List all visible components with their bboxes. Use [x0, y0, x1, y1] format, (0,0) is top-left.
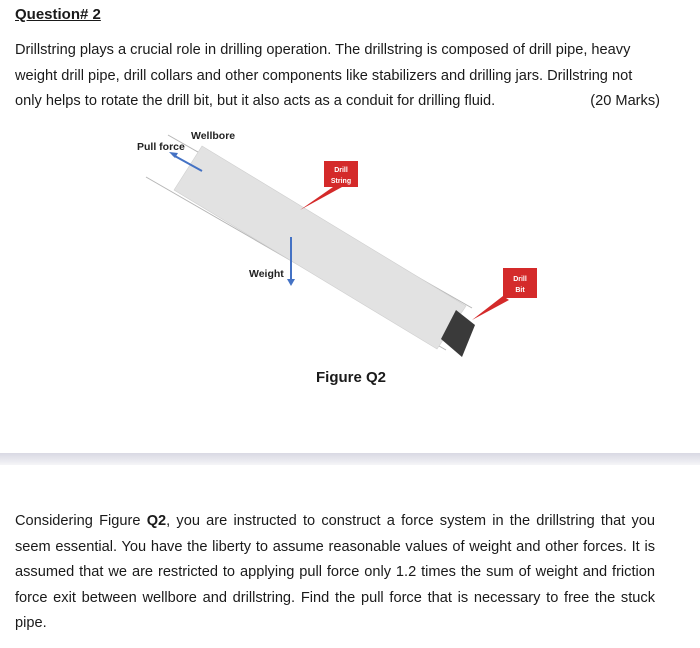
pull-force-label: Pull force — [137, 141, 185, 153]
figure-q2 — [0, 120, 700, 370]
section-divider — [0, 453, 700, 465]
task-text — [15, 509, 655, 637]
drill-bit-callout-line1: Drill — [513, 276, 527, 283]
intro-text: Drillstring plays a crucial role in drilling operation. The drillstring is composed of drill pipe, heavy weight drill pipe, drill collars and other components like stabilizers and drilling jars. Drillstring not only helps to rotate the drill bit, but it also acts as a conduit for drilling fluid. — [15, 42, 633, 109]
figure-caption: Figure Q2 — [316, 369, 387, 386]
weight-arrowhead — [287, 279, 295, 286]
weight-label: Weight — [249, 268, 284, 280]
drill-bit-callout-line2: Bit — [515, 287, 525, 294]
task-text-start: Considering Figure — [15, 513, 147, 529]
question-title: Question# 2 — [15, 6, 101, 23]
drill-string-callout-line1: Drill — [334, 167, 348, 174]
question-intro — [15, 38, 660, 115]
drill-string-callout-line2: String — [330, 178, 352, 185]
task-text-rest: , you are instructed to construct a force system in the drillstring that you seem essential. You have the liberty to assume reasonable values of weight and other forces. It is assumed that we are restricted to applying pull force only 1.2 times the sum of weight and friction force exit between wellbore and drillstring. Find the pull force that is necessary to free the stuck pipe. — [15, 513, 655, 631]
marks-label: (20 Marks) — [590, 93, 660, 109]
wellbore-label: Wellbore — [191, 130, 236, 142]
drill-string-body — [174, 146, 466, 349]
drill-bit-pointer — [472, 296, 509, 320]
drill-string-pointer — [300, 187, 342, 210]
figure-reference: Q2 — [146, 513, 167, 529]
